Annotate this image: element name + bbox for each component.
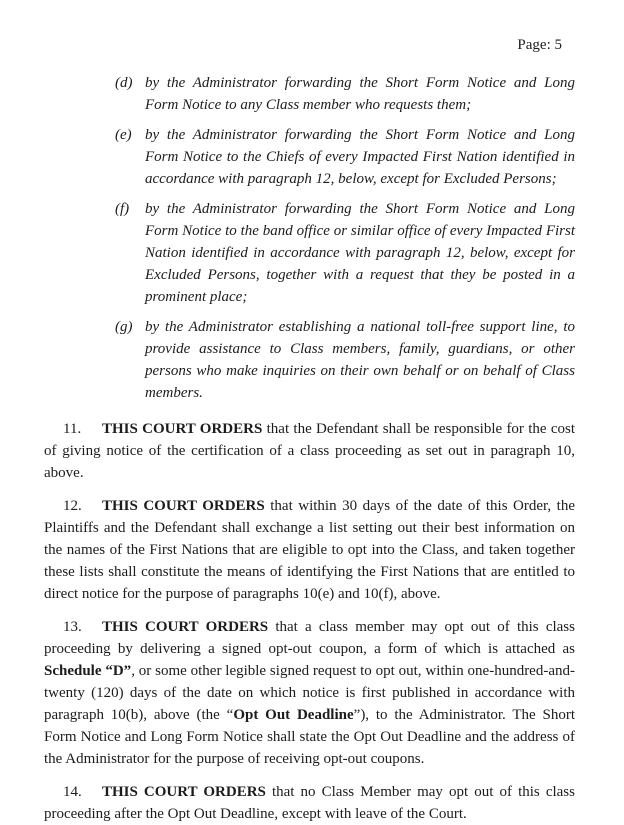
bold-text-segment: THIS COURT ORDERS xyxy=(102,421,263,437)
text-segment: , or some other legible signed request to opt out, within one-hundred-and-twenty (120) days of the date on which notice is first published in accordance with paragraph 10(b), above (the “ xyxy=(44,663,575,723)
order-paragraph-13 xyxy=(44,616,575,770)
paragraph-number: 11. xyxy=(63,421,82,437)
paragraph-text xyxy=(44,498,575,602)
bold-text-segment: THIS COURT ORDERS xyxy=(102,498,265,514)
notice-provisions-list xyxy=(44,72,575,404)
order-paragraph-11 xyxy=(44,418,575,484)
list-item-d xyxy=(44,72,575,116)
list-item-g xyxy=(44,316,575,404)
list-item-text: by the Administrator establishing a national toll-free support line, to provide assistance to Class members, family, guardians, or other persons who make inquiries on their own behalf or on behalf of Class members. xyxy=(145,319,575,401)
bold-text-segment: THIS COURT ORDERS xyxy=(102,784,266,800)
text-segment: that within 30 days of the date of this Order, the Plaintiffs and the Defendant shall exchange a list setting out their best information on the names of the First Nations that are eligible to opt into the Class, and taken together these lists shall constitute the means of identifying the First Nations that are entitled to direct notice for the purpose of paragraphs 10(e) and 10(f), above. xyxy=(44,498,575,602)
paragraph-text xyxy=(44,619,575,767)
bold-text-segment: Schedule “D” xyxy=(44,663,132,679)
list-item-label: (d) xyxy=(115,75,133,91)
bold-text-segment: THIS COURT ORDERS xyxy=(102,619,269,635)
paragraph-number: 14. xyxy=(63,784,82,800)
paragraph-number: 12. xyxy=(63,498,82,514)
list-item-text: by the Administrator forwarding the Short Form Notice and Long Form Notice to the band office or similar office of every Impacted First Nation identified in accordance with paragraph 12, below, except for Excluded Persons, together with a request that they be posted in a prominent place; xyxy=(145,201,575,305)
bold-text-segment: Opt Out Deadline xyxy=(233,707,354,723)
order-paragraph-12 xyxy=(44,495,575,605)
text-segment: that a class member may opt out of this class proceeding by delivering a signed opt-out coupon, a form of which is attached as xyxy=(44,619,575,657)
list-item-label: (f) xyxy=(115,201,130,217)
list-item-label: (g) xyxy=(115,319,133,335)
list-item-e xyxy=(44,124,575,190)
list-item-label: (e) xyxy=(115,127,132,143)
text-segment: that no Class Member may opt out of this class proceeding after the Opt Out Deadline, except with leave of the Court. xyxy=(44,784,575,822)
text-segment: ”), to the Administrator. The Short Form Notice and Long Form Notice shall state the Opt Out Deadline and the address of the Administrator for the purpose of receiving opt-out coupons. xyxy=(44,707,575,767)
paragraph-text xyxy=(44,421,575,481)
list-item-f xyxy=(44,198,575,308)
paragraph-number: 13. xyxy=(63,619,82,635)
order-paragraph-14 xyxy=(44,781,575,825)
list-item-text: by the Administrator forwarding the Short Form Notice and Long Form Notice to the Chiefs of every Impacted First Nation identified in accordance with paragraph 12, below, except for Excluded Persons; xyxy=(145,127,575,187)
paragraph-text xyxy=(44,784,575,822)
list-item-text: by the Administrator forwarding the Short Form Notice and Long Form Notice to any Class member who requests them; xyxy=(145,75,575,113)
text-segment: that the Defendant shall be responsible for the cost of giving notice of the certification of a class proceeding as set out in paragraph 10, above. xyxy=(44,421,575,481)
order-paragraphs xyxy=(44,418,575,825)
page-number-header: Page: 5 xyxy=(517,37,562,53)
